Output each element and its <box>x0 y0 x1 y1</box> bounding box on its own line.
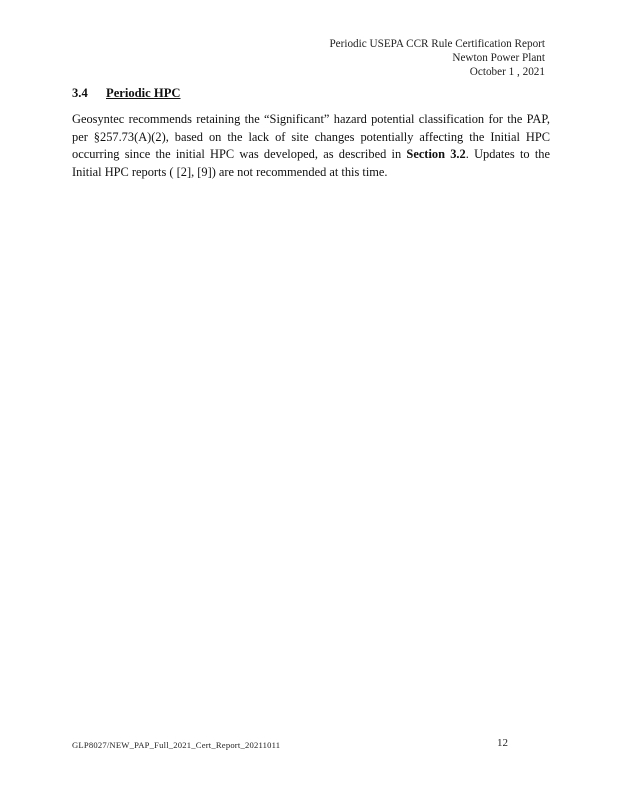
footer-file-name: GLP8027/NEW_PAP_Full_2021_Cert_Report_20211011 <box>72 740 281 750</box>
paragraph-text-start: Geosyntec recommends retaining the “Significant” hazard potential classification for the PAP, per §257.73(A)(2), based on the lack of site changes potentially affecting the Initial HPC occurring since the initial HPC was developed, as described in <box>72 112 550 161</box>
paragraph-text-end: . Updates to the Initial HPC reports ( [2], [9]) are not recommended at this time. <box>72 147 550 179</box>
section-reference: Section 3.2 <box>406 147 466 161</box>
section-heading <box>72 86 181 101</box>
section-number: 3.4 <box>72 86 88 100</box>
section-title: Periodic HPC <box>106 86 181 100</box>
running-header <box>329 37 545 79</box>
body-paragraph <box>72 111 550 181</box>
header-date: October 1 , 2021 <box>469 66 545 78</box>
header-plant-name: Newton Power Plant <box>452 52 545 64</box>
footer-page-number: 12 <box>497 737 508 749</box>
header-report-title: Periodic USEPA CCR Rule Certification Report <box>329 38 545 50</box>
